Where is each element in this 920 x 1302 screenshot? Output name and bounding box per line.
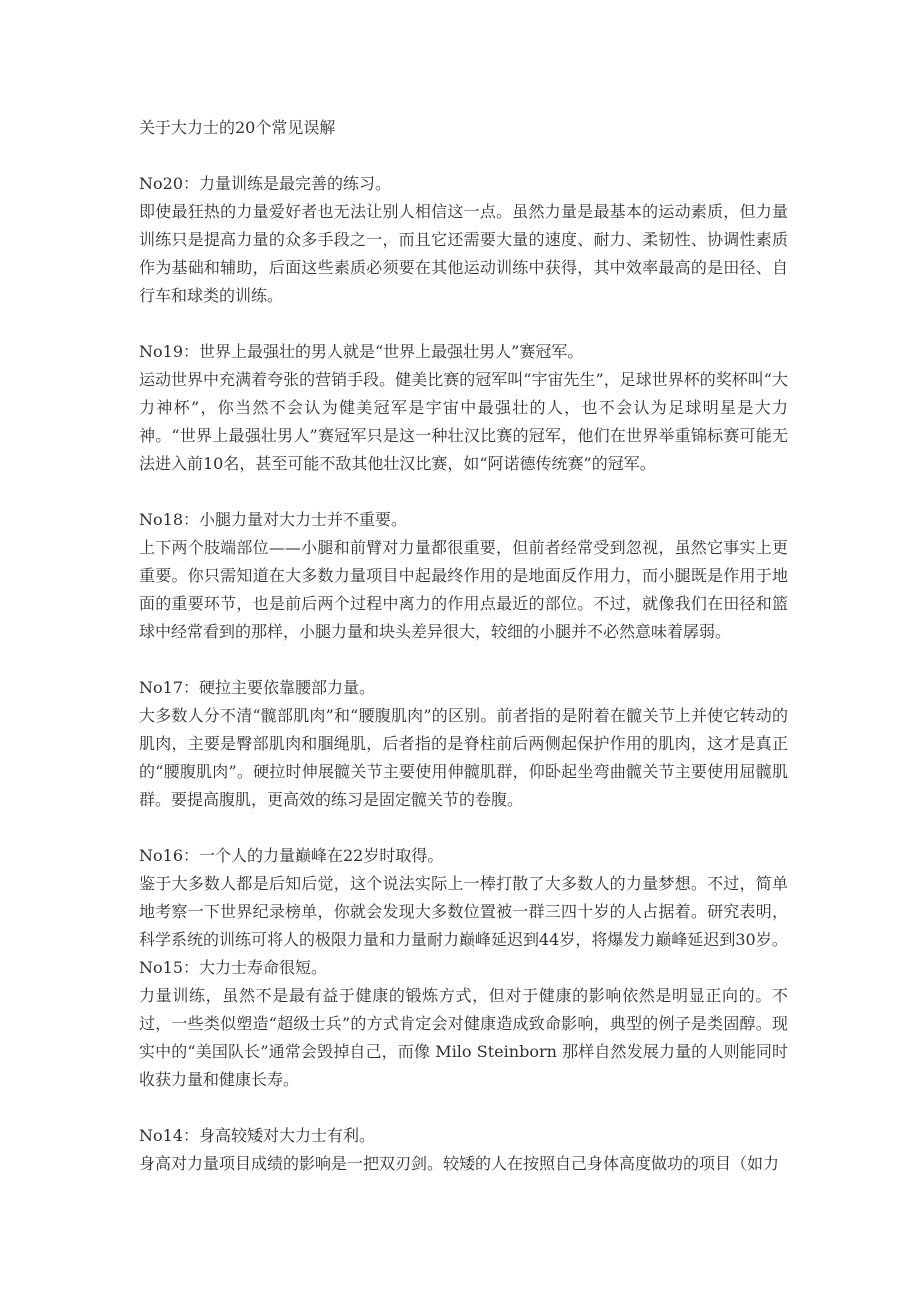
section-heading: No14：身高较矮对大力士有利。 bbox=[139, 1126, 375, 1145]
section-heading: No18：小腿力量对大力士并不重要。 bbox=[139, 510, 407, 529]
section-heading: No19：世界上最强壮的男人就是“世界上最强壮男人”赛冠军。 bbox=[139, 342, 584, 361]
section-no16 bbox=[139, 842, 788, 954]
section-no18 bbox=[139, 506, 788, 646]
section-body: 鉴于大多数人都是后知后觉，这个说法实际上一棒打散了大多数人的力量梦想。不过，简单地考察一下世界纪录榜单，你就会发现大多数位置被一群三四十岁的人占据着。研究表明，科学系统的训练可将人的极限力量和力量耐力巅峰延迟到44岁，将爆发力巅峰延迟到30岁。 bbox=[139, 874, 788, 949]
section-no20 bbox=[139, 170, 788, 310]
section-no15 bbox=[139, 954, 788, 1094]
section-heading: No17：硬拉主要依靠腰部力量。 bbox=[139, 678, 375, 697]
section-no19 bbox=[139, 338, 788, 478]
section-heading: No15：大力士寿命很短。 bbox=[139, 958, 327, 977]
section-no17 bbox=[139, 674, 788, 814]
section-body: 大多数人分不清“髋部肌肉”和“腰腹肌肉”的区别。前者指的是附着在髋关节上并使它转动的肌肉，主要是臀部肌肉和腘绳肌，后者指的是脊柱前后两侧起保护作用的肌肉，这才是真正的“腰腹肌肉”。硬拉时伸展髋关节主要使用伸髋肌群，仰卧起坐弯曲髋关节主要使用屈髋肌群。要提高腹肌，更高效的练习是固定髋关节的卷腹。 bbox=[139, 706, 788, 809]
section-heading: No20：力量训练是最完善的练习。 bbox=[139, 174, 391, 193]
section-body: 上下两个肢端部位——小腿和前臂对力量都很重要，但前者经常受到忽视，虽然它事实上更重要。你只需知道在大多数力量项目中起最终作用的是地面反作用力，而小腿既是作用于地面的重要环节，也是前后两个过程中离力的作用点最近的部位。不过，就像我们在田径和篮球中经常看到的那样，小腿力量和块头差异很大，较细的小腿并不必然意味着孱弱。 bbox=[139, 538, 788, 641]
document-page bbox=[139, 114, 788, 1178]
section-body: 力量训练，虽然不是最有益于健康的锻炼方式，但对于健康的影响依然是明显正向的。不过，一些类似塑造“超级士兵”的方式肯定会对健康造成致命影响，典型的例子是类固醇。现实中的“美国队长”通常会毁掉自己，而像 Milo Steinborn 那样自然发展力量的人则能同时收获力量和健康长寿。 bbox=[139, 986, 788, 1089]
section-heading: No16：一个人的力量巅峰在22岁时取得。 bbox=[139, 846, 444, 865]
section-body: 运动世界中充满着夸张的营销手段。健美比赛的冠军叫“宇宙先生”，足球世界杯的奖杯叫“大力神杯”，你当然不会认为健美冠军是宇宙中最强壮的人，也不会认为足球明星是大力神。“世界上最强壮男人”赛冠军只是这一种壮汉比赛的冠军，他们在世界举重锦标赛可能无法进入前10名，甚至可能不敌其他壮汉比赛，如“阿诺德传统赛”的冠军。 bbox=[139, 370, 788, 473]
section-no14 bbox=[139, 1122, 788, 1178]
section-body: 身高对力量项目成绩的影响是一把双刃剑。较矮的人在按照自己身体高度做功的项目（如力 bbox=[139, 1154, 780, 1173]
document-title: 关于大力士的20个常见误解 bbox=[139, 118, 336, 137]
section-body: 即使最狂热的力量爱好者也无法让别人相信这一点。虽然力量是最基本的运动素质，但力量训练只是提高力量的众多手段之一，而且它还需要大量的速度、耐力、柔韧性、协调性素质作为基础和辅助，后面这些素质必须要在其他运动训练中获得，其中效率最高的是田径、自行车和球类的训练。 bbox=[139, 202, 788, 305]
